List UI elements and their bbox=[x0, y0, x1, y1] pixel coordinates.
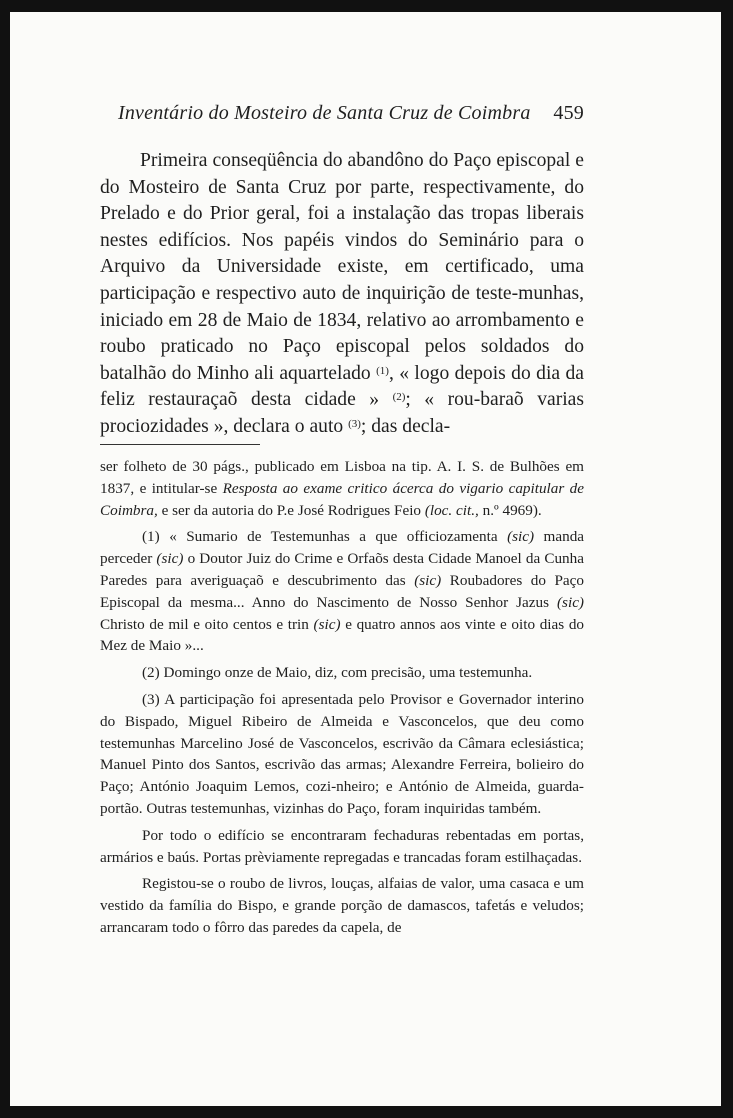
book-page bbox=[10, 12, 721, 1106]
running-head-title: Inventário do Mosteiro de Santa Cruz de Coimbra bbox=[118, 102, 531, 124]
note-paragraph: Registou-se o roubo de livros, louças, alfaias de valor, uma casaca e um vestido da família do Bispo, e grande porção de damascos, tafetás e veludos; arrancaram todo o fôrro das paredes da capela, de bbox=[100, 875, 584, 936]
note-text: o Doutor Juiz do Crime e Orfaõs desta Cidade Manoel da Cunha Paredes para averiguaçaõ e descubrimento das bbox=[100, 550, 584, 589]
footnote-mark: (1) bbox=[142, 528, 160, 546]
sic-mark: (sic) bbox=[557, 593, 584, 611]
footnotes bbox=[100, 456, 584, 939]
footnote-3 bbox=[100, 689, 584, 820]
footnote-ref: (1) bbox=[376, 364, 389, 377]
note-text: e ser da autoria do P.e José Rodrigues Feio bbox=[161, 501, 422, 519]
note-text: A participação foi apresentada pelo Provisor e Governador interino do Bispado, Miguel Ribeiro de Almeida e Vasconcelos, que deu como testemunhas Marcelino José de Vasconcelos, escrivão da Câmara eclesiástica; Manuel Pinto dos Santos, escrivão das armas; Alexandre Ferreira, bolieiro do Paço; António Joaquim Lemos, cozi-nheiro; e António de Almeida, guarda-portão. Outras testemunhas, vizinhas do Paço, foram inquiridas também. bbox=[100, 690, 584, 817]
page-number: 459 bbox=[553, 102, 584, 124]
note-italic: Resposta ao exame critico ácerca do vigario capitular de Coimbra, bbox=[100, 479, 584, 519]
note-text: manda perceder bbox=[100, 528, 585, 568]
main-paragraph bbox=[100, 148, 584, 441]
note-text: Christo de mil e oito centos e trin bbox=[100, 615, 309, 633]
main-text-part: Primeira conseqüência do abandôno do Paço episcopal e do Mosteiro de Santa Cruz por parte, respectivamente, do Prelado e do Prior geral, foi a instalação das tropas liberais nestes edifícios. Nos papéis vindos do Seminário para o Arquivo da Universidade existe, em certificado, uma participação e respectivo auto de inquirição de teste-munhas, iniciado em 28 de Maio de 1834, relativo ao arrombamento e roubo praticado no Paço episcopal pelos soldados do batalhão do Minho ali aquartelado bbox=[100, 150, 584, 384]
footnote-2 bbox=[100, 662, 584, 684]
note-italic: (loc. cit., bbox=[424, 501, 479, 519]
main-text bbox=[100, 148, 584, 441]
footnote-mark: (3) bbox=[142, 690, 160, 708]
note-text: e quatro annos aos vinte e oito dias do Mez de Maio »... bbox=[100, 615, 585, 655]
footnote-mark: (2) bbox=[142, 664, 160, 682]
sic-mark: (sic) bbox=[156, 550, 184, 568]
running-head bbox=[118, 102, 584, 125]
main-text-part: , « logo depois do dia da feliz restauraçaõ desta cidade » bbox=[100, 362, 584, 411]
sic-mark: (sic) bbox=[414, 571, 442, 589]
main-text-part: ; « rou-baraõ varias prociozidades », declara o auto bbox=[100, 389, 584, 437]
sic-mark: (sic) bbox=[313, 615, 341, 633]
note-text: n.º 4969). bbox=[482, 501, 542, 519]
footnote-1 bbox=[100, 526, 584, 657]
footnote-rule bbox=[100, 444, 260, 445]
note-text: Roubadores do Paço Episcopal da mesma... Anno do Nascimento de Nosso Senhor Jazus bbox=[100, 571, 585, 611]
note-text: ser folheto de 30 págs., publicado em Lisboa na tip. A. I. S. de Bulhões em 1837, e intitular-se bbox=[100, 458, 584, 497]
main-text-part: ; das decla- bbox=[360, 415, 451, 437]
note-text: « Sumario de Testemunhas a que officiozamenta bbox=[169, 528, 498, 546]
footnote-ref: (2) bbox=[392, 391, 406, 404]
note-paragraph: Por todo o edifício se encontraram fechaduras rebentadas em portas, armários e baús. Portas prèviamente repregadas e trancadas foram estilhaçadas. bbox=[100, 826, 584, 866]
footnote-continuation bbox=[100, 456, 584, 521]
footnote-ref: (3) bbox=[348, 417, 361, 430]
note-text: Domingo onze de Maio, diz, com precisão, uma testemunha. bbox=[163, 664, 533, 682]
sic-mark: (sic) bbox=[507, 528, 535, 546]
